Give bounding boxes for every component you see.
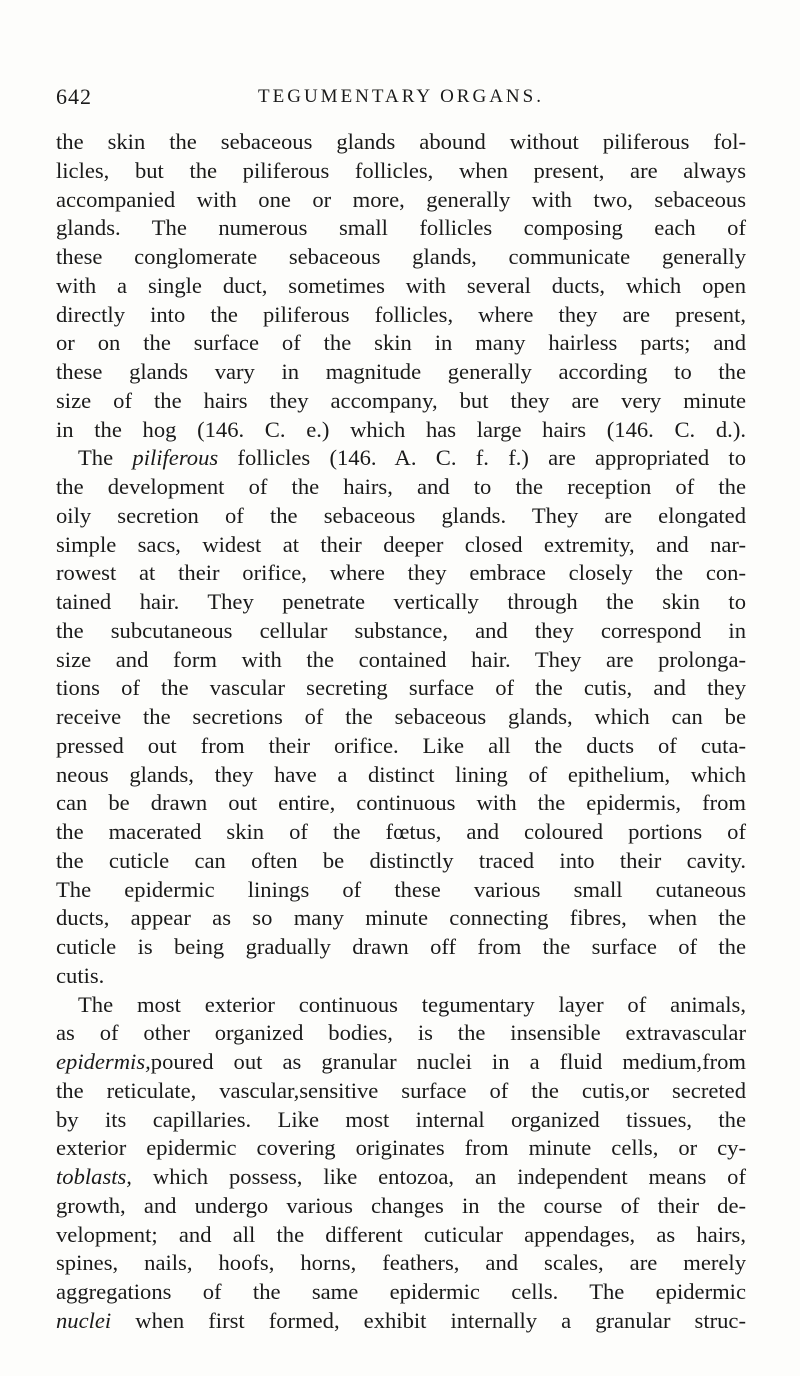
text-line: rowest at their orifice, where they embrace closely the con- <box>56 560 746 586</box>
text-run: follicles (146. A. C. f. f.) are appropriated to <box>218 445 746 471</box>
text-line: growth, and undergo various changes in the course of their de- <box>56 1192 746 1218</box>
text-line: cuticle is being gradually drawn off from the surface of the <box>56 934 746 959</box>
text-line: directly into the piliferous follicles, where they are present, <box>56 301 746 327</box>
text-line: can be drawn out entire, continuous with the epidermis, from <box>56 790 746 816</box>
text-line <box>56 444 746 473</box>
italic-term: nuclei <box>56 1307 112 1333</box>
text-line: oily secretion of the sebaceous glands. They are elongated <box>56 502 746 528</box>
body-text <box>56 128 746 1336</box>
text-line: The epidermic linings of these various small cutaneous <box>56 876 746 902</box>
text-line: tions of the vascular secreting surface of the cutis, and they <box>56 675 746 701</box>
text-line: by its capillaries. Like most internal organized tissues, the <box>56 1106 746 1132</box>
page-header <box>56 84 746 114</box>
text-line: spines, nails, hoofs, horns, feathers, and scales, are merely <box>56 1250 746 1276</box>
italic-term: piliferous <box>132 445 219 471</box>
text-run: which possess, like entozoa, an independent means of <box>131 1164 746 1189</box>
text-line: pressed out from their orifice. Like all the ducts of cuta- <box>56 732 746 758</box>
text-line: the skin the sebaceous glands abound without piliferous fol- <box>56 129 746 154</box>
text-line: or on the surface of the skin in many hairless parts; and <box>56 330 746 356</box>
text-line: the cuticle can often be distinctly traced into their cavity. <box>56 847 746 873</box>
text-line: neous glands, they have a distinct lining of epithelium, which <box>56 761 746 787</box>
text-line: cutis. <box>56 962 105 988</box>
text-line: licles, but the piliferous follicles, when present, are always <box>56 157 746 183</box>
text-line: simple sacs, widest at their deeper closed extremity, and nar- <box>56 531 746 557</box>
text-line: tained hair. They penetrate vertically through the skin to <box>56 589 746 614</box>
text-line: these glands vary in magnitude generally according to the <box>56 359 746 384</box>
text-line <box>56 1163 746 1192</box>
text-line <box>56 1048 746 1077</box>
text-run: when first formed, exhibit internally a granular struc- <box>111 1307 746 1333</box>
text-line: the macerated skin of the fœtus, and coloured portions of <box>56 819 746 844</box>
text-line: size of the hairs they accompany, but they are very minute <box>56 387 746 413</box>
text-line: ducts, appear as so many minute connecting fibres, when the <box>56 905 746 931</box>
text-line <box>56 1307 746 1336</box>
text-line: exterior epidermic covering originates from minute cells, or cy- <box>56 1135 746 1161</box>
text-run: The <box>78 445 133 471</box>
text-line: receive the secretions of the sebaceous glands, which can be <box>56 704 746 729</box>
italic-term: epidermis, <box>56 1049 151 1074</box>
italic-term: toblasts, <box>56 1164 132 1189</box>
text-line: The most exterior continuous tegumentary layer of animals, <box>78 991 746 1017</box>
text-line: the development of the hairs, and to the reception of the <box>56 474 746 499</box>
text-line: the reticulate, vascular,sensitive surface of the cutis,or secreted <box>56 1077 746 1103</box>
text-line: these conglomerate sebaceous glands, communicate generally <box>56 244 746 269</box>
text-line: as of other organized bodies, is the insensible extravascular <box>56 1020 746 1046</box>
text-line: aggregations of the same epidermic cells. The epidermic <box>56 1279 746 1304</box>
text-line: glands. The numerous small follicles composing each of <box>56 215 746 241</box>
text-line: accompanied with one or more, generally with two, sebaceous <box>56 186 746 212</box>
text-line: with a single duct, sometimes with several ducts, which open <box>56 272 746 298</box>
page-number: 642 <box>56 84 92 109</box>
running-title: TEGUMENTARY ORGANS. <box>258 86 544 107</box>
text-line: size and form with the contained hair. They are prolonga- <box>56 646 746 672</box>
text-line: velopment; and all the different cuticular appendages, as hairs, <box>56 1221 746 1247</box>
text-line: in the hog (146. C. e.) which has large hairs (146. C. d.). <box>56 416 746 442</box>
text-run: poured out as granular nuclei in a fluid medium,from <box>150 1049 746 1074</box>
text-line: the subcutaneous cellular substance, and they correspond in <box>56 617 746 643</box>
